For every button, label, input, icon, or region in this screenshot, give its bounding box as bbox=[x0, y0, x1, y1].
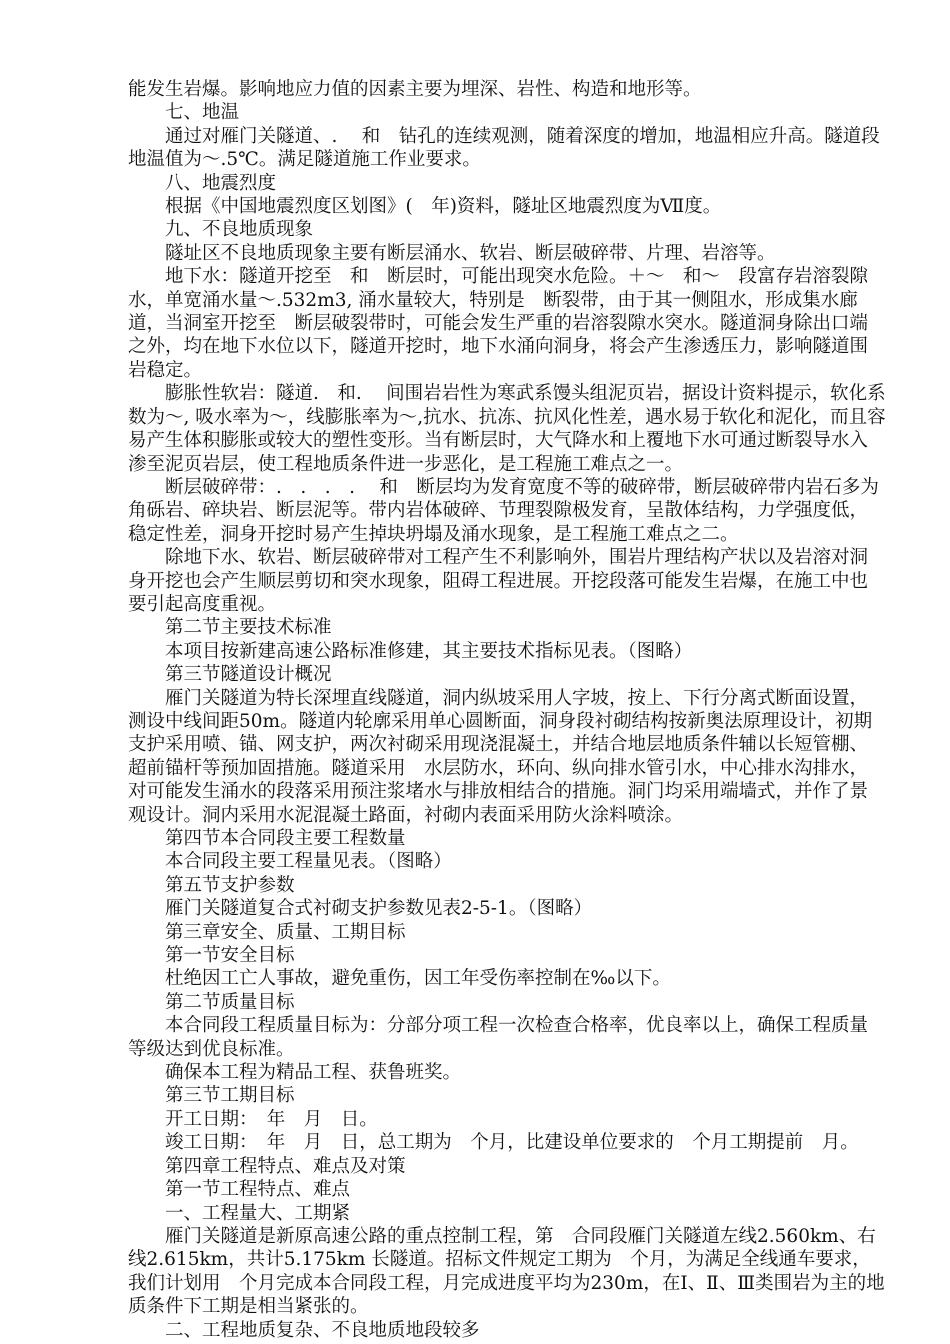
paragraph: 通过对雁门关隧道、. 和 钻孔的连续观测，随着深度的增加，地温相应升高。隧道段地温值为～.5℃。满足隧道施工作业要求。 bbox=[128, 125, 880, 171]
paragraph: 断层破碎带：. . . . 和 断层均为发育宽度不等的破碎带，断层破碎带内岩石多为角砾岩、碎块岩、断层泥等。带内岩体破碎、节理裂隙极发育，呈散体结构，力学强度低，稳定性差，洞身开挖时易产生掉块坍塌及涌水现象，是工程施工难点之二。 bbox=[128, 476, 879, 545]
section-heading: 八、地震烈度 bbox=[165, 172, 277, 194]
section-heading: 一、工程量大、工期紧 bbox=[165, 1202, 351, 1224]
paragraph: 竣工日期： 年 月 日，总工期为 个月，比建设单位要求的 个月工期提前 月。 bbox=[165, 1132, 859, 1154]
section-heading: 七、地温 bbox=[165, 102, 240, 124]
chapter-heading: 第四章工程特点、难点及对策 bbox=[165, 1155, 406, 1177]
section-heading: 第三节隧道设计概况 bbox=[165, 664, 332, 686]
section-heading: 第五节支护参数 bbox=[165, 874, 295, 896]
section-heading: 第一节工程特点、难点 bbox=[165, 1179, 351, 1201]
paragraph: 雁门关隧道为特长深埋直线隧道，洞内纵坡采用人字坡，按上、下行分离式断面设置，测设中线间距50m。隧道内轮廓采用单心圆断面，洞身段衬砌结构按新奥法原理设计，初期支护采用喷、锚、网支护，两次衬砌采用现浇混凝土，并结合地层地质条件辅以长短管棚、超前锚杆等预加固措施。隧道采用 水层防水，环向、纵向排水管引水，中心排水沟排水，对可能发生涌水的段落采用预注浆堵水与排放相结合的措施。洞门均采用端墙式，并作了景观设计。洞内采用水泥混凝土路面，衬砌内表面采用防火涂料喷涂。 bbox=[128, 687, 873, 826]
paragraph: 确保本工程为精品工程、获鲁班奖。 bbox=[165, 1062, 462, 1084]
paragraph: 杜绝因工亡人事故，避免重伤，因工年受伤率控制在‰以下。 bbox=[165, 968, 671, 990]
paragraph: 除地下水、软岩、断层破碎带对工程产生不利影响外，围岩片理结构产状以及岩溶对洞身开挖也会产生顺层剪切和突水现象，阻碍工程进展。开挖段落可能发生岩爆，在施工中也要引起高度重视。 bbox=[128, 547, 869, 615]
chapter-heading: 第三章安全、质量、工期目标 bbox=[165, 921, 406, 943]
paragraph: 根据《中国地震烈度区划图》( 年)资料，隧址区地震烈度为Ⅶ度。 bbox=[165, 196, 722, 218]
section-heading: 第一节安全目标 bbox=[165, 945, 295, 967]
section-heading: 第二节质量目标 bbox=[165, 991, 295, 1013]
paragraph: 本合同段工程质量目标为：分部分项工程一次检查合格率，优良率以上，确保工程质量等级达到优良标准。 bbox=[128, 1015, 869, 1060]
paragraph: 本合同段主要工程量见表。（图略） bbox=[165, 851, 452, 873]
section-heading: 九、不良地质现象 bbox=[165, 219, 314, 241]
paragraph: 地下水：隧道开挖至 和 断层时，可能出现突水危险。＋～ 和～ 段富存岩溶裂隙水，单宽涌水量～.532m3, 涌水量较大，特别是 断裂带，由于其一侧阻水，形成集水廊道，当洞室开挖至 断层破裂带时，可能会发生严重的岩溶裂隙水突水。隧道洞身除出口端之外，均在地下水位以下，隧道开挖时，地下水涌向洞身，将会产生渗透压力，影响隧道围岩稳定。 bbox=[128, 266, 869, 381]
document-page bbox=[0, 78, 950, 1342]
paragraph: 雁门关隧道复合式衬砌支护参数见表2-5-1。（图略） bbox=[165, 898, 593, 920]
section-heading: 二、工程地质复杂、不良地质地段较多 bbox=[165, 1319, 480, 1341]
paragraph: 膨胀性软岩：隧道. 和. 间围岩岩性为寒武系馒头组泥页岩，据设计资料提示，软化系数为～, 吸水率为～，线膨胀率为～,抗水、抗冻、抗风化性差，遇水易于软化和泥化，而且容易产生体积膨胀或较大的塑性变形。当有断层时，大气降水和上覆地下水可通过断裂导水入渗至泥页岩层，使工程地质条件进一步恶化，是工程施工难点之一。 bbox=[128, 383, 886, 475]
paragraph: 雁门关隧道是新原高速公路的重点控制工程，第 合同段雁门关隧道左线2.560km、右线2.615km，共计5.175km 长隧道。招标文件规定工期为 个月，为满足全线通车要求，我们计划用 个月完成本合同段工程，月完成进度平均为230m，在Ⅰ、Ⅱ、Ⅲ类围岩为主的地质条件下工期是相当紧张的。 bbox=[128, 1225, 885, 1318]
section-heading: 第四节本合同段主要工程数量 bbox=[165, 828, 406, 849]
section-heading: 第三节工期目标 bbox=[165, 1085, 295, 1107]
paragraph: 开工日期： 年 月 日。 bbox=[165, 1108, 378, 1130]
text-line: 能发生岩爆。影响地应力值的因素主要为埋深、岩性、构造和地形等。 bbox=[128, 79, 702, 100]
paragraph: 本项目按新建高速公路标准修建，其主要技术指标见表。（图略） bbox=[165, 640, 693, 662]
paragraph: 隧址区不良地质现象主要有断层涌水、软岩、断层破碎带、片理、岩溶等。 bbox=[165, 242, 776, 264]
section-heading: 第二节主要技术标准 bbox=[165, 617, 332, 639]
